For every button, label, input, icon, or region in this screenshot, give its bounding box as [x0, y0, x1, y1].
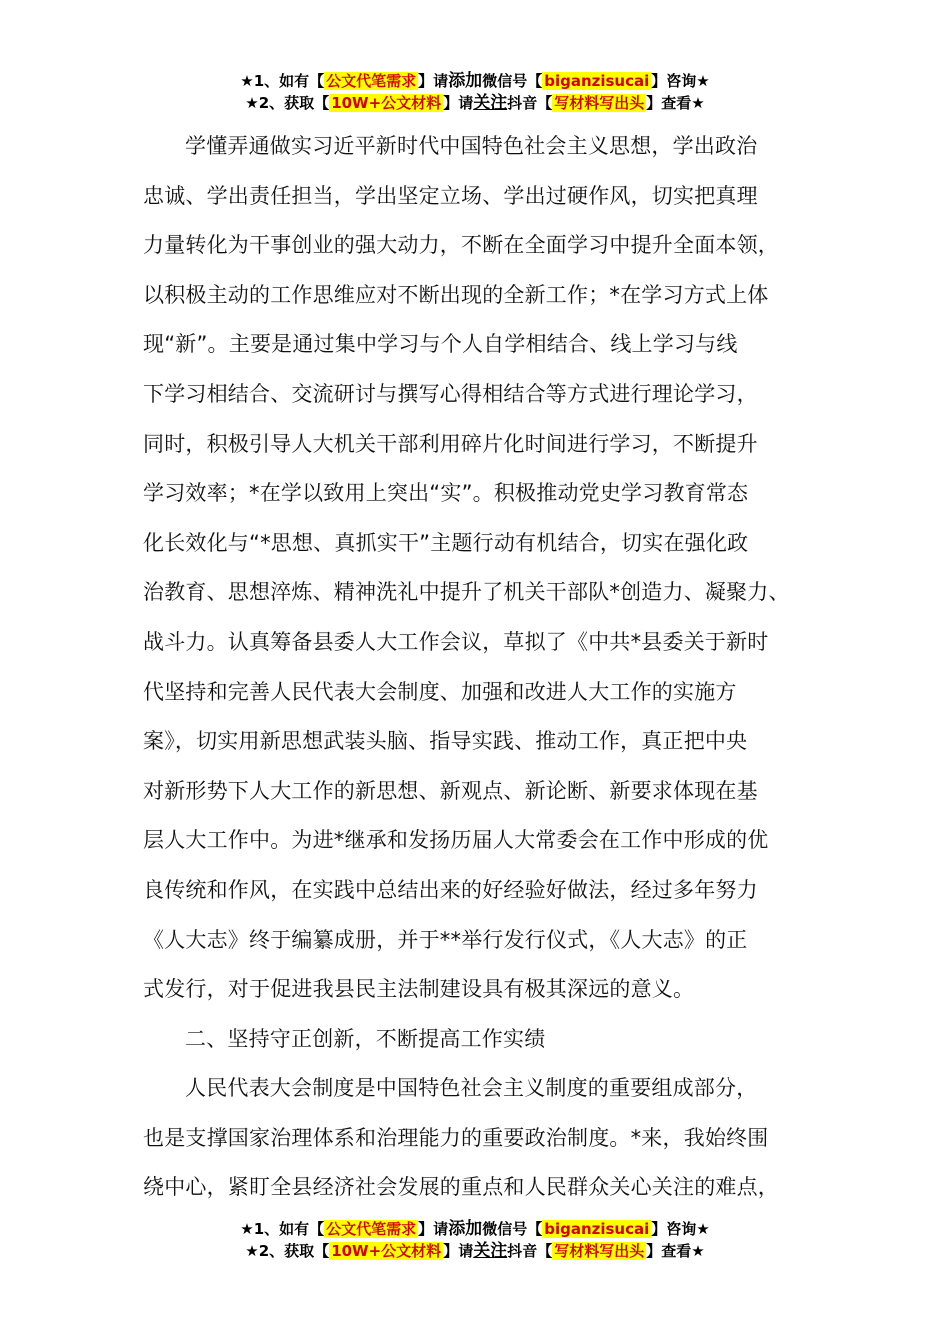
- banner-text: 微信号【: [482, 1220, 543, 1238]
- banner-line-1: [0, 1218, 950, 1240]
- banner-highlight: 写材料写出头: [554, 1242, 645, 1260]
- banner-highlight: 10W+公文材料: [331, 1242, 442, 1260]
- body-line: 学懂弄通做实习近平新时代中国特色社会主义思想，学出政治: [185, 134, 758, 158]
- banner-text: 】请: [418, 72, 449, 90]
- banner-emphasis: 关注: [473, 1241, 508, 1261]
- body-line: 化长效化与“*思想、真抓实干”主题行动有机结合，切实在强化政: [143, 530, 749, 555]
- banner-highlight: 公文代笔需求: [326, 1220, 417, 1238]
- footer-banner: [0, 1218, 950, 1262]
- header-banner: [0, 70, 950, 114]
- banner-emphasis: 关注: [473, 93, 508, 113]
- banner-text: 抖音【: [507, 94, 553, 112]
- banner-highlight: 10W+公文材料: [331, 94, 442, 112]
- body-line: 学习效率；*在学以致用上突出“实”。积极推动党史学习教育常态: [143, 481, 749, 506]
- body-line: 下学习相结合、交流研讨与撰写心得相结合等方式进行理论学习，: [143, 381, 758, 406]
- banner-highlight: 写材料写出头: [554, 94, 645, 112]
- banner-text: 】查看★: [646, 1242, 705, 1260]
- banner-line-2: [0, 1240, 950, 1262]
- body-line: 良传统和作风，在实践中总结出来的好经验好做法，经过多年努力: [143, 877, 758, 902]
- banner-emphasis: 添加: [448, 71, 483, 91]
- body-line: 现“新”。主要是通过集中学习与个人自学相结合、线上学习与线: [143, 332, 738, 357]
- banner-text: 】请: [418, 1220, 449, 1238]
- banner-text: 抖音【: [507, 1242, 553, 1260]
- banner-text: 】请: [443, 1242, 474, 1260]
- banner-text: ★2、获取【: [245, 1242, 330, 1260]
- section-heading: 二、坚持守正创新，不断提高工作实绩: [185, 1026, 546, 1051]
- body-line: 治教育、思想淬炼、精神洗礼中提升了机关干部队*创造力、凝聚力、: [143, 580, 790, 605]
- banner-text: 】请: [443, 94, 474, 112]
- banner-text: 微信号【: [482, 72, 543, 90]
- body-line: 同时，积极引导人大机关干部利用碎片化时间进行学习，不断提升: [143, 431, 758, 456]
- body-line: 忠诚、学出责任担当，学出坚定立场、学出过硬作风，切实把真理: [143, 183, 758, 208]
- body-line: 层人大工作中。为进*继承和发扬历届人大常委会在工作中形成的优: [143, 828, 769, 853]
- banner-highlight: biganzisucai: [544, 72, 650, 90]
- document-body: [143, 122, 825, 1213]
- body-line: 《人大志》终于编纂成册，并于**举行发行仪式，《人大志》的正: [143, 927, 748, 952]
- banner-line-2: [0, 92, 950, 114]
- banner-text: 】查看★: [646, 94, 705, 112]
- body-line: 式发行，对于促进我县民主法制建设具有极其深远的意义。: [143, 977, 695, 1002]
- body-line: 案》，切实用新思想武装头脑、指导实践、推动工作，真正把中央: [143, 729, 748, 754]
- banner-text: ★2、获取【: [245, 94, 330, 112]
- body-line: 人民代表大会制度是中国特色社会主义制度的重要组成部分，: [185, 1076, 758, 1101]
- banner-text: ★1、如有【: [240, 72, 325, 90]
- body-line: 力量转化为干事创业的强大动力，不断在全面学习中提升全面本领，: [143, 233, 779, 258]
- banner-text: ★1、如有【: [240, 1220, 325, 1238]
- body-line: 对新形势下人大工作的新思想、新观点、新论断、新要求体现在基: [143, 778, 758, 803]
- banner-line-1: [0, 70, 950, 92]
- body-line: 以积极主动的工作思维应对不断出现的全新工作；*在学习方式上体: [143, 282, 769, 307]
- banner-highlight: 公文代笔需求: [326, 72, 417, 90]
- banner-highlight: biganzisucai: [544, 1220, 650, 1238]
- body-line: 战斗力。认真筹备县委人大工作会议，草拟了《中共*县委关于新时: [143, 629, 769, 654]
- body-line: 代坚持和完善人民代表大会制度、加强和改进人大工作的实施方: [143, 679, 737, 704]
- body-line: 也是支撑国家治理体系和治理能力的重要政治制度。*来，我始终围: [143, 1125, 769, 1150]
- banner-text: 】咨询★: [651, 72, 710, 90]
- banner-emphasis: 添加: [448, 1219, 483, 1239]
- body-line: 绕中心，紧盯全县经济社会发展的重点和人民群众关心关注的难点，: [143, 1175, 779, 1200]
- banner-text: 】咨询★: [651, 1220, 710, 1238]
